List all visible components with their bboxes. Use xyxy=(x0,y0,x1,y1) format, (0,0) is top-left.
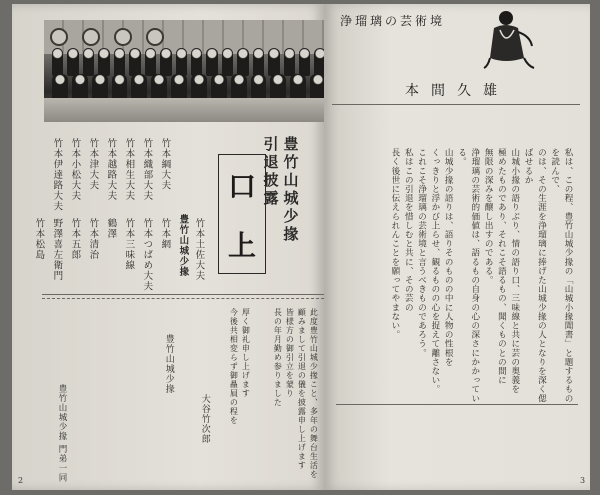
signature-sub: 大谷竹次郎 xyxy=(199,394,210,444)
performer: 竹本網 xyxy=(159,218,171,250)
page-number: 3 xyxy=(580,476,586,485)
divider xyxy=(42,294,334,295)
performer: 竹本相生大夫 xyxy=(123,138,135,201)
author: 本間久雄 xyxy=(405,83,509,99)
body-line: 山城小掾の語りぶり、情の語り口、三味線と共に芸の奥義を xyxy=(509,148,520,394)
left-page xyxy=(12,4,324,490)
kojo-char-1: 口 xyxy=(227,169,256,203)
performer: 竹本つばめ大夫 xyxy=(141,218,153,292)
performer: 竹本土佐大夫 xyxy=(193,218,205,281)
performer: 竹本織部大夫 xyxy=(141,138,153,201)
body-line: 無限の深みを醸し出すのである。 xyxy=(483,148,494,285)
performer: 竹本越路大夫 xyxy=(105,138,117,201)
divider xyxy=(42,298,334,299)
performer: 竹本清治 xyxy=(87,218,99,260)
body-line: 私は、この程、豊竹山城少掾の「山城小掾聞書」と題するものを読んで、 xyxy=(549,148,573,403)
article-body xyxy=(338,148,574,410)
body-line: くっきりと浮かび上らせ、観るものの心を捉えて離さない。 xyxy=(429,148,440,394)
announcement-title-1: 豊竹山城少掾 xyxy=(281,136,300,244)
bunraku-puppet-illustration xyxy=(480,6,540,72)
body-line: 長く後世に伝えられんことを願ってやまない。 xyxy=(389,148,400,340)
page-number: 2 xyxy=(18,476,24,485)
performer: 竹本松島 xyxy=(33,218,45,260)
performer: 竹本伊達路大夫 xyxy=(51,138,63,212)
performer: 鶴澤 xyxy=(105,218,117,239)
body-line: これこそ浄瑠璃の芸術境と言うべきものであろう。 xyxy=(416,148,427,358)
speech-line: 今後共相変らず御贔屓の程を xyxy=(229,308,239,425)
central-name: 豊竹山城少掾 xyxy=(177,214,189,277)
performer: 竹本小松大夫 xyxy=(69,138,81,201)
body-line: のは、その生涯を浄瑠璃に捧げた山城少掾の人となりを深く偲ばせるか xyxy=(523,148,547,403)
body-line: 私はこの引退を惜しむと共に、その芸の xyxy=(403,148,414,312)
speech-line: 厚く御礼申し上げます xyxy=(241,308,251,398)
performer: 野澤喜左衛門 xyxy=(51,218,63,281)
performer: 竹本三味線 xyxy=(123,218,135,271)
body-line: 山城少掾の語りは、語りそのものの中に人物の性根を xyxy=(443,148,454,367)
kojo-char-2: 上 xyxy=(227,228,256,262)
body-line: 極めたものであり、それこそ語るもの、聞くものとの間に xyxy=(496,148,507,385)
performer: 竹本綱大夫 xyxy=(159,138,171,191)
speech-line: 此度豊竹山城少掾こと、多年の舞台生活を xyxy=(309,308,319,479)
troupe-photo xyxy=(44,20,334,122)
speech-line: 皆様方の御引立を蒙り xyxy=(285,308,295,398)
article-title: 浄瑠璃の芸術境 xyxy=(340,14,446,28)
kojo-box xyxy=(218,154,266,274)
performer: 竹本五郎 xyxy=(69,218,81,260)
announcement-title-2: 引退披露 xyxy=(261,136,280,208)
divider xyxy=(332,104,580,105)
performer: 竹本津大夫 xyxy=(87,138,99,191)
speech-line: 長の年月勤め参りました xyxy=(273,308,283,407)
body-line: 浄瑠璃の芸術的価値は、語るもの自身の心の深さにかかっている。 xyxy=(456,148,480,403)
speech-line: 顧みまして引退の儀を披露申し上げます xyxy=(297,308,307,470)
closing-signature: 豊竹山城少掾 門弟一同 xyxy=(57,384,68,483)
signature-name: 豊竹山城少掾 xyxy=(163,334,174,394)
